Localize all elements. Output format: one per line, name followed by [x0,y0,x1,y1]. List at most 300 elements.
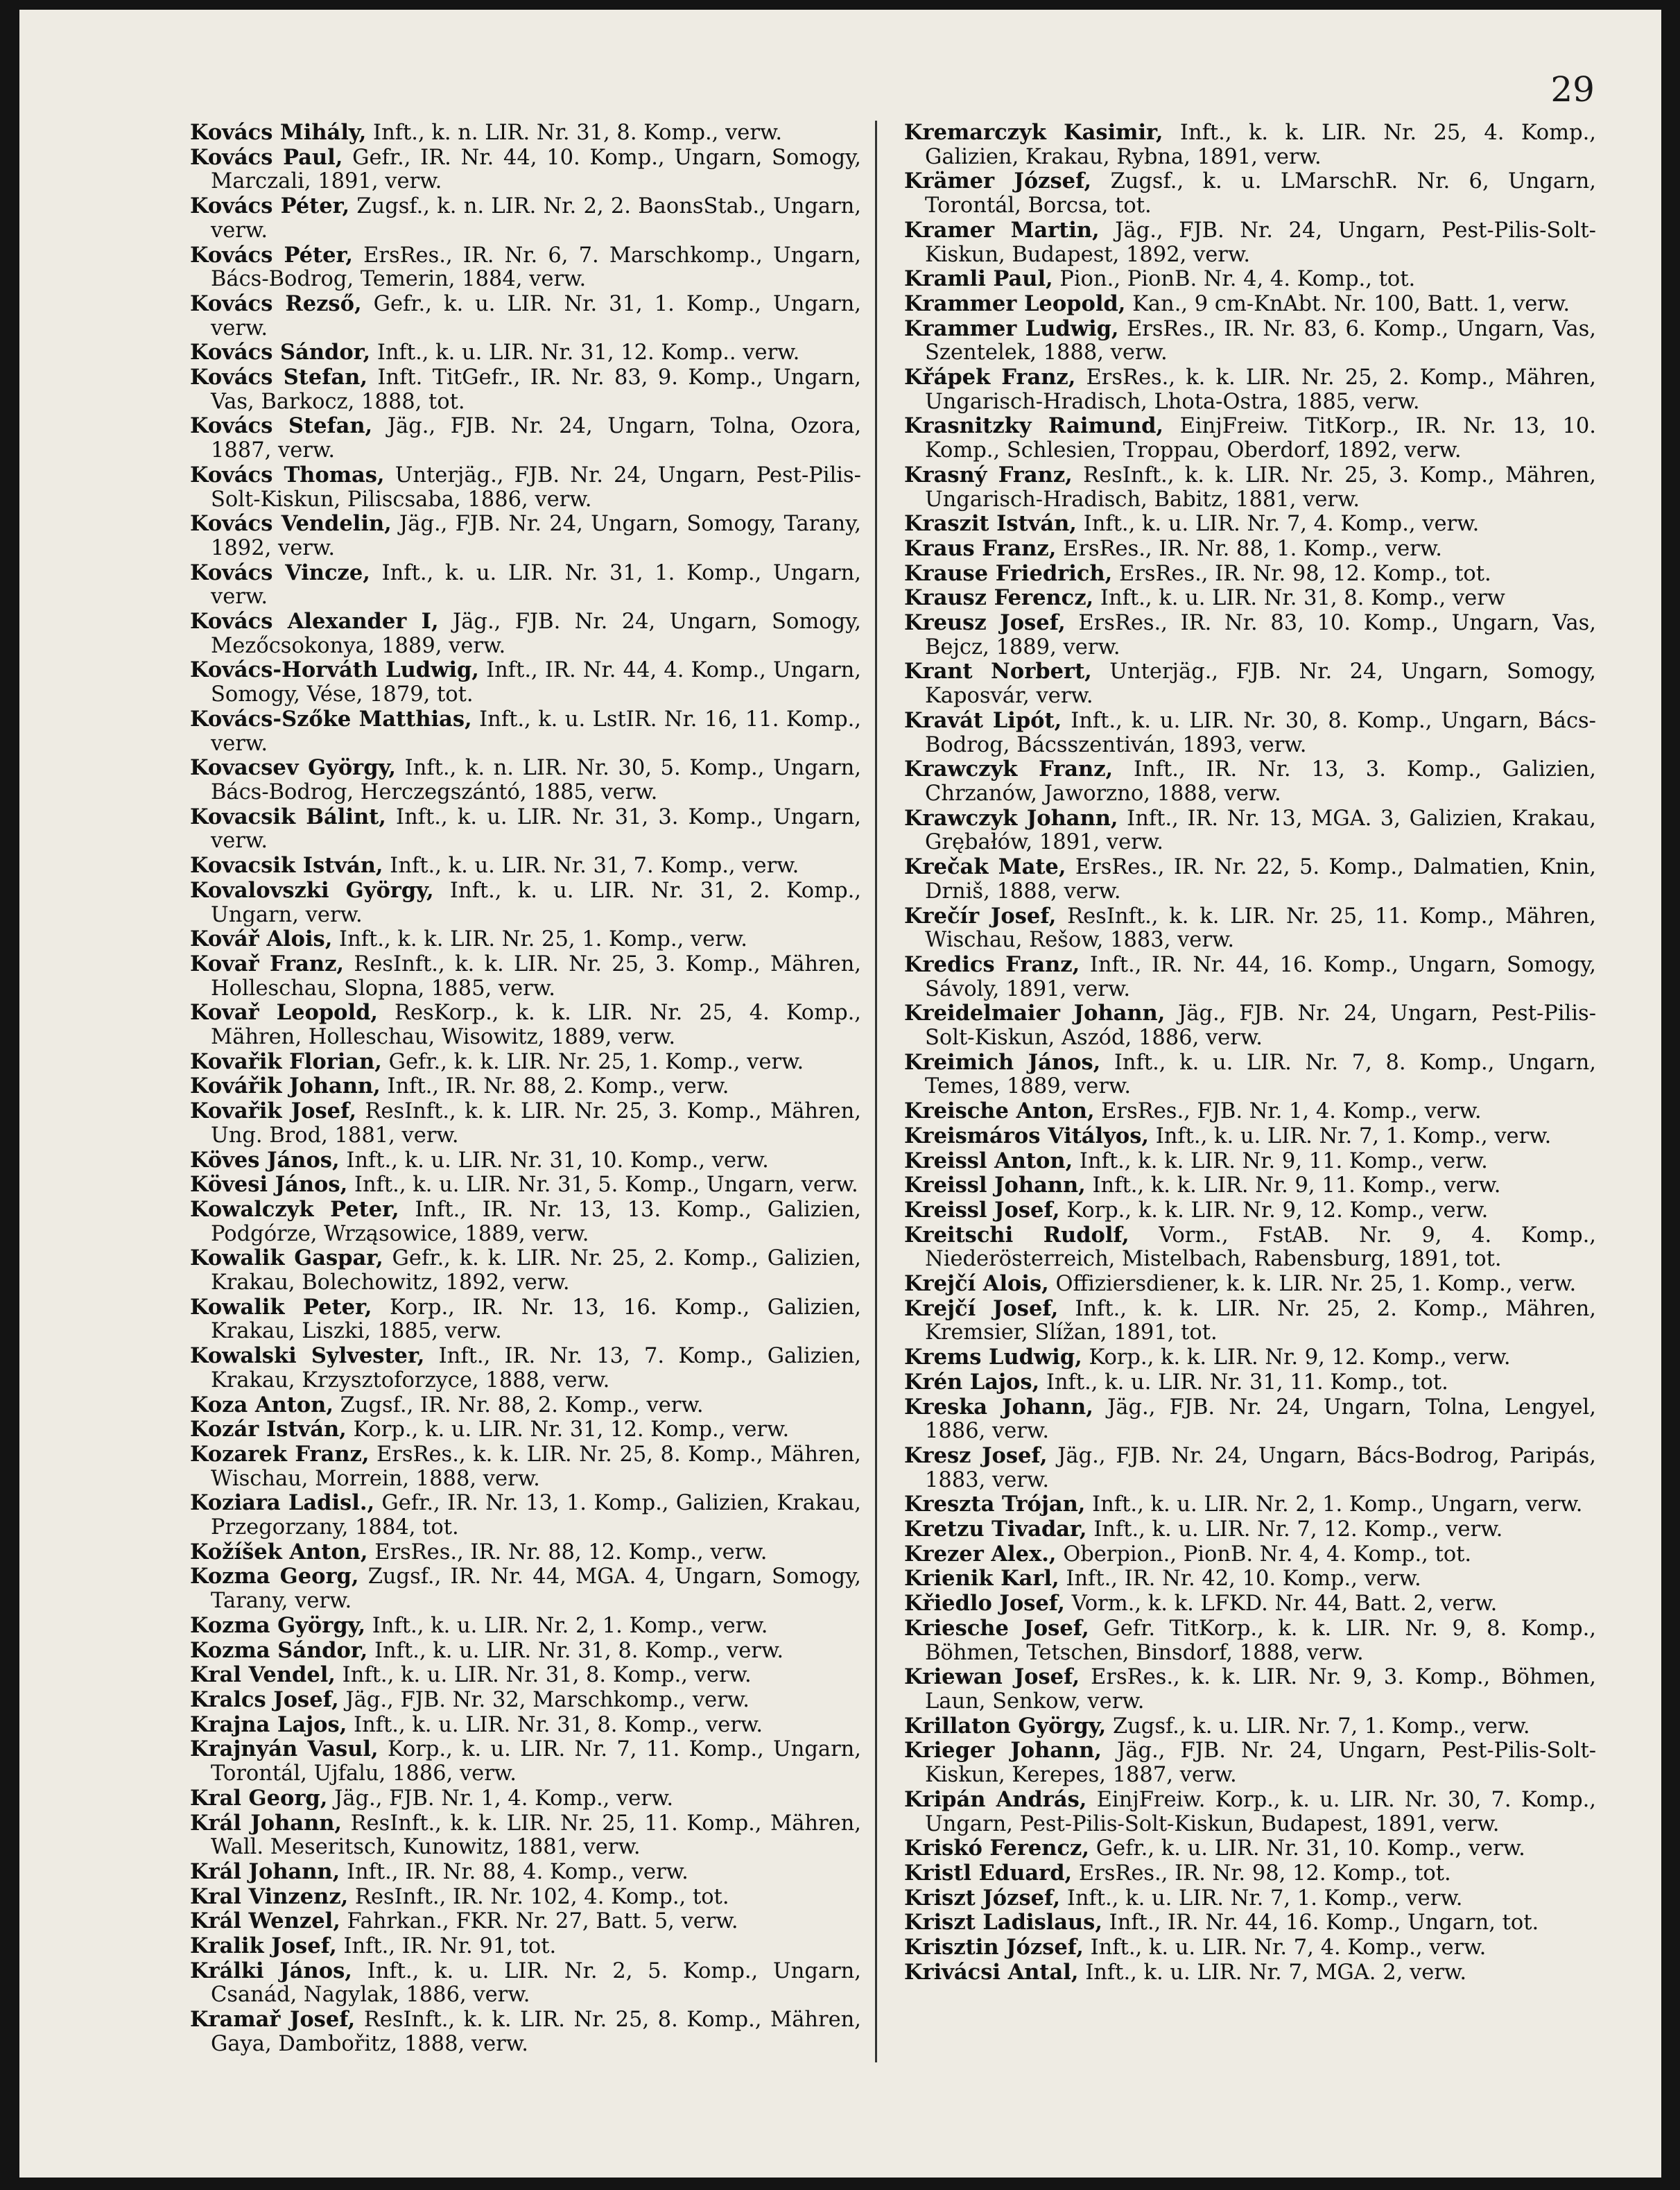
entry-name: Kovař Leopold, [190,1000,379,1026]
list-item [190,121,861,146]
list-item [904,659,1596,708]
entry-details: ErsRes., IR. Nr. 88, 12. Komp., verw. [374,1540,768,1564]
list-item [904,1714,1596,1739]
list-item [904,1001,1596,1050]
entry-name: Kowalik Peter, [190,1294,372,1320]
entry-name: Kresz Josef, [904,1442,1048,1468]
list-item [190,1074,861,1099]
entry-details: Unterjäg., FJB. Nr. 24, Ungarn, Pest-Pilis-Solt-Kiskun, Piliscsaba, 1886, verw. [211,463,861,512]
entry-details: Inft., k. k. LIR. Nr. 25, 2. Komp., Mähren, Kremsier, Slížan, 1891, tot. [925,1296,1596,1345]
list-item [190,1786,861,1811]
entry-details: Jäg., FJB. Nr. 24, Ungarn, Somogy, Mezőcsokonya, 1889, verw. [211,610,861,658]
entry-details: Inft., IR. Nr. 88, 4. Komp., verw. [346,1859,689,1884]
entry-details: ResInft., IR. Nr. 102, 4. Komp., tot. [354,1884,729,1909]
list-item [904,537,1596,562]
entry-name: Kreissl Josef, [904,1197,1060,1223]
list-item [904,1223,1596,1272]
entry-name: Krammer Ludwig, [904,316,1119,341]
entry-name: Kreische Anton, [904,1098,1095,1124]
entry-details: Gefr., IR. Nr. 44, 10. Komp., Ungarn, Somogy, Marczali, 1891, verw. [211,145,861,194]
list-item [904,317,1596,365]
entry-name: Král Wenzel, [190,1908,340,1934]
entry-name: Králki János, [190,1958,352,1983]
entry-details: Inft., k. k. LIR. Nr. 9, 11. Komp., verw. [1079,1148,1488,1173]
entry-details: ErsRes., k. k. LIR. Nr. 25, 8. Komp., Mähren, Wischau, Morrein, 1888, verw. [211,1442,861,1491]
entry-details: ResInft., k. k. LIR. Nr. 25, 11. Komp., Mähren, Wall. Meseritsch, Kunowitz, 1881, verw. [211,1811,862,1860]
entry-details: ErsRes., k. k. LIR. Nr. 25, 2. Komp., Mähren, Ungarisch-Hradisch, Lhota-Ostra, 1885, verw. [925,365,1596,414]
entry-details: ErsRes., IR. Nr. 83, 10. Komp., Ungarn, Vas, Bejcz, 1889, verw. [925,611,1596,659]
list-item [190,805,861,854]
list-item [904,169,1596,218]
list-item [190,463,861,512]
entry-name: Kovařik Florian, [190,1049,382,1074]
entry-details: ResInft., k. k. LIR. Nr. 25, 3. Komp., Mähren, Ungarisch-Hradisch, Babitz, 1881, verw. [925,463,1596,512]
entry-name: Krejčí Alois, [904,1271,1049,1297]
entry-details: Zugsf., k. n. LIR. Nr. 2, 2. BaonsStab., Ungarn, verw. [211,194,861,243]
entry-name: Kreissl Johann, [904,1173,1086,1198]
entry-name: Krasný Franz, [904,462,1073,488]
entry-details: Inft., k. u. LIR. Nr. 31, 8. Komp., verw. [354,1712,763,1737]
list-item [190,414,861,463]
list-item [190,1614,861,1639]
list-item [904,1935,1596,1960]
entry-name: Kovács Vendelin, [190,511,392,537]
entry-name: Král Johann, [190,1859,340,1884]
entry-name: Krajnyán Vasul, [190,1736,379,1762]
entry-name: Krieger Johann, [904,1738,1102,1764]
entry-details: Inft., k. u. LIR. Nr. 7, 4. Komp., verw. [1090,1935,1487,1960]
entry-name: Kriewan Josef, [904,1664,1080,1690]
list-item [190,561,861,610]
entry-details: Inft., IR. Nr. 13, 13. Komp., Galizien, Podgórze, Wrząsowice, 1889, verw. [211,1197,862,1246]
entry-name: Krammer Leopold, [904,291,1126,316]
entry-name: Krasnitzky Raimund, [904,413,1164,439]
entry-name: Krause Friedrich, [904,560,1113,586]
list-item [190,292,861,340]
list-item [904,463,1596,512]
entry-name: Kovács Rezső, [190,291,362,316]
list-item [904,1099,1596,1124]
entry-details: ErsRes., IR. Nr. 83, 6. Komp., Ungarn, Vas, Szentelek, 1888, verw. [925,316,1596,365]
entry-details: Inft., IR. Nr. 44, 16. Komp., Ungarn, Somogy, Sávoly, 1891, verw. [925,952,1596,1001]
list-item [190,1442,861,1491]
entry-details: Inft., IR. Nr. 13, 3. Komp., Galizien, Chrzanów, Jaworzno, 1888, verw. [925,757,1597,806]
entry-details: Unterjäg., FJB. Nr. 24, Ungarn, Somogy, Kaposvár, verw. [925,659,1596,709]
entry-details: Inft., IR. Nr. 13, 7. Komp., Galizien, Krakau, Krzysztoforzyce, 1888, verw. [211,1344,861,1393]
entry-name: Kral Georg, [190,1785,328,1811]
entry-details: Inft., k. u. LIR. Nr. 31, 12. Komp.. verw. [376,340,800,365]
entry-details: Fahrkan., FKR. Nr. 27, Batt. 5, verw. [347,1909,738,1934]
entry-details: Zugsf., k. u. LIR. Nr. 7, 1. Komp., verw. [1112,1714,1530,1739]
entry-name: Kovacsik István, [190,853,383,879]
entry-name: Kovacsik Bálint, [190,804,386,829]
list-item [904,1173,1596,1198]
entry-details: ErsRes., IR. Nr. 6, 7. Marschkomp., Ungarn, Bács-Bodrog, Temerin, 1884, verw. [211,243,861,292]
list-item [190,1860,861,1885]
list-item [904,1492,1596,1517]
list-item [190,1198,861,1246]
entry-details: ResInft., k. k. LIR. Nr. 25, 3. Komp., Mähren, Holleschau, Slopna, 1885, verw. [211,951,861,1001]
entry-name: Kovács Mihály, [190,120,367,145]
entry-name: Kovács Sándor, [190,340,371,365]
entry-details: Inft., k. u. LIR. Nr. 7, MGA. 2, verw. [1085,1960,1467,1985]
entry-details: Gefr. TitKorp., k. k. LIR. Nr. 9, 8. Komp., Böhmen, Tetschen, Binsdorf, 1888, verw. [925,1616,1596,1665]
entry-name: Krezer Alex., [904,1541,1057,1567]
list-item [190,146,861,194]
list-item [190,1540,861,1565]
list-item [190,1491,861,1540]
list-item [190,194,861,243]
entry-details: Inft., k. u. LIR. Nr. 31, 8. Komp., verw. [342,1663,752,1688]
left-column [190,121,861,2057]
entry-name: Krant Norbert, [904,659,1092,684]
list-item [904,1051,1596,1099]
entry-name: Kovács Péter, [190,193,350,219]
entry-details: Korp., k. k. LIR. Nr. 9, 12. Komp., verw. [1089,1345,1511,1370]
entry-name: Kowalik Gaspar, [190,1245,383,1271]
entry-details: Inft., k. u. LIR. Nr. 31, 8. Komp., verw. [374,1638,784,1663]
list-item [904,121,1596,169]
list-item [904,512,1596,537]
entry-name: Kriesche Josef, [904,1615,1089,1641]
entry-name: Kreska Johann, [904,1394,1093,1420]
entry-name: Koza Anton, [190,1392,334,1417]
column-divider [875,121,877,2062]
list-item [904,1861,1596,1886]
entry-name: Krejčí Josef, [904,1295,1059,1321]
entry-name: Král Johann, [190,1810,343,1836]
entry-name: Krienik Karl, [904,1566,1059,1592]
entry-name: Kreszta Trójan, [904,1492,1086,1517]
entry-name: Kovács Stefan, [190,365,367,390]
entry-name: Kreusz Josef, [904,610,1066,636]
entry-name: Krivácsi Antal, [904,1959,1079,1985]
list-item [904,1517,1596,1542]
entry-name: Kripán András, [904,1786,1087,1812]
list-item [190,365,861,414]
entry-name: Kreitschi Rudolf, [904,1222,1129,1248]
list-item [190,1295,861,1344]
entry-name: Kriszt József, [904,1885,1061,1911]
entry-name: Kriskó Ferencz, [904,1836,1089,1861]
list-item [190,1885,861,1910]
list-item [190,1639,861,1664]
entry-details: Inft., k. k. LIR. Nr. 25, 4. Komp., Galizien, Krakau, Rybna, 1891, verw. [925,121,1596,169]
entry-details: Inft., k. u. LIR. Nr. 7, 4. Komp., verw. [1083,512,1480,537]
entry-details: Oberpion., PionB. Nr. 4, 4. Komp., tot. [1063,1542,1472,1567]
list-item [190,707,861,756]
entry-details: Inft., k. u. LstIR. Nr. 16, 11. Komp., verw. [211,707,861,756]
list-item [190,1148,861,1173]
entry-name: Kralcs Josef, [190,1687,339,1712]
entry-details: Inft., k. u. LIR. Nr. 31, 5. Komp., Ungarn, verw. [354,1173,858,1198]
list-item [904,1739,1596,1787]
entry-details: Offiziersdiener, k. k. LIR. Nr. 25, 1. Komp., verw. [1055,1272,1577,1297]
entry-details: Inft., IR. Nr. 88, 2. Komp., verw. [387,1074,729,1099]
entry-details: Gefr., k. k. LIR. Nr. 25, 1. Komp., verw. [388,1049,804,1074]
entry-name: Köves János, [190,1147,340,1173]
entry-details: ResInft., k. k. LIR. Nr. 25, 3. Komp., Mähren, Ung. Brod, 1881, verw. [211,1099,862,1148]
list-item [904,1836,1596,1861]
entry-details: ErsRes., FJB. Nr. 1, 4. Komp., verw. [1101,1099,1482,1124]
entry-name: Kozarek Franz, [190,1441,370,1467]
list-item [190,1099,861,1148]
list-item [904,709,1596,757]
entry-details: Jäg., FJB. Nr. 32, Marschkomp., verw. [345,1688,750,1712]
entry-details: Gefr., k. u. LIR. Nr. 31, 10. Komp., verw. [1096,1836,1525,1861]
entry-details: Jäg., FJB. Nr. 24, Ungarn, Pest-Pilis-Solt-Kiskun, Budapest, 1892, verw. [925,218,1596,267]
list-item [190,1050,861,1075]
list-item [904,1665,1596,1714]
list-item [904,414,1596,463]
entry-details: Inft., IR. Nr. 44, 4. Komp., Ungarn, Somogy, Vése, 1879, tot. [211,658,861,707]
entry-name: Kövesi János, [190,1172,348,1198]
entry-details: Inft., k. k. LIR. Nr. 25, 1. Komp., verw. [339,927,747,952]
list-item [904,1272,1596,1297]
entry-details: Kan., 9 cm-KnAbt. Nr. 100, Batt. 1, verw. [1132,291,1570,316]
list-item [190,1173,861,1198]
entry-name: Kreidelmaier Johann, [904,1001,1166,1026]
list-item [904,1542,1596,1567]
entry-details: ResInft., k. k. LIR. Nr. 25, 8. Komp., Mähren, Gaya, Dambořitz, 1888, verw. [211,2008,862,2056]
list-item [904,855,1596,904]
entry-details: ResInft., k. k. LIR. Nr. 25, 11. Komp., Mähren, Wischau, Rešow, 1883, verw. [925,904,1597,953]
entry-name: Kovács Stefan, [190,413,373,439]
list-item [190,927,861,952]
entry-name: Kral Vinzenz, [190,1883,349,1909]
list-item [190,1246,861,1295]
entry-details: Inft., IR. Nr. 42, 10. Komp., verw. [1066,1567,1421,1592]
entry-details: Korp., k. u. LIR. Nr. 7, 11. Komp., Ungarn, Torontál, Ujfalu, 1886, verw. [211,1737,862,1786]
list-item [190,1959,861,2008]
entry-details: ErsRes., IR. Nr. 22, 5. Komp., Dalmatien, Knin, Drniš, 1888, verw. [925,855,1596,904]
list-item [190,1564,861,1613]
entry-name: Kovács Alexander I, [190,609,439,635]
entry-details: Jäg., FJB. Nr. 1, 4. Komp., verw. [334,1786,674,1811]
entry-name: Kovács Vincze, [190,560,370,585]
list-item [904,292,1596,317]
list-item [904,1345,1596,1370]
list-item [190,1344,861,1393]
entry-name: Kravát Lipót, [904,707,1062,733]
list-item [904,365,1596,414]
list-item [904,807,1596,855]
entry-details: Jäg., FJB. Nr. 24, Ungarn, Pest-Pilis-Solt-Kiskun, Aszód, 1886, verw. [925,1001,1596,1051]
list-item [190,1713,861,1738]
entry-details: Inft., IR. Nr. 13, MGA. 3, Galizien, Krakau, Grębałów, 1891, verw. [925,806,1597,855]
entry-details: Inft., k. u. LIR. Nr. 31, 11. Komp., tot. [1046,1370,1448,1395]
entry-name: Kovař Franz, [190,951,345,976]
list-item [904,1297,1596,1345]
entry-name: Kovács-Szőke Matthias, [190,706,472,732]
list-item [904,1592,1596,1616]
entry-name: Krečak Mate, [904,854,1066,880]
entry-details: Jäg., FJB. Nr. 24, Ungarn, Pest-Pilis-Solt-Kiskun, Kerepes, 1887, verw. [925,1739,1597,1788]
list-item [904,1960,1596,1985]
entry-details: Jäg., FJB. Nr. 24, Ungarn, Tolna, Ozora, 1887, verw. [211,414,862,463]
entry-name: Kozma Georg, [190,1564,359,1589]
entry-details: Inft., k. u. LIR. Nr. 2, 1. Komp., Ungarn, verw. [1092,1492,1583,1517]
entry-details: Pion., PionB. Nr. 4, 4. Komp., tot. [1059,267,1416,292]
entry-name: Kovalovszki György, [190,877,434,903]
list-item [904,562,1596,587]
entry-details: Jäg., FJB. Nr. 24, Ungarn, Bács-Bodrog, Paripás, 1883, verw. [925,1443,1596,1492]
entry-name: Krečír Josef, [904,903,1057,929]
entry-name: Kramer Martin, [904,217,1100,243]
list-item [904,1616,1596,1665]
entry-name: Krawczyk Franz, [904,757,1114,782]
list-item [190,952,861,1001]
list-item [190,879,861,927]
entry-details: Inft., k. u. LIR. Nr. 31, 1. Komp., Ungarn, verw. [211,560,861,610]
entry-details: EinjFreiw. TitKorp., IR. Nr. 13, 10. Komp., Schlesien, Troppau, Oberdorf, 1892, verw. [925,414,1596,463]
entry-name: Kristl Eduard, [904,1860,1073,1886]
list-item [190,1001,861,1049]
entry-details: Gefr., IR. Nr. 13, 1. Komp., Galizien, Krakau, Przegorzany, 1884, tot. [211,1491,861,1540]
entry-details: ErsRes., IR. Nr. 98, 12. Komp., tot. [1078,1861,1451,1886]
document-page [19,10,1661,2178]
entry-details: Inft., k. u. LIR. Nr. 30, 8. Komp., Ungarn, Bács-Bodrog, Bácsszentiván, 1893, verw. [925,708,1596,757]
entry-name: Křápek Franz, [904,365,1076,390]
list-item [190,1393,861,1418]
entry-name: Kowalski Sylvester, [190,1343,425,1369]
entry-details: Zugsf., k. u. LMarschR. Nr. 6, Ungarn, Torontál, Borcsa, tot. [925,169,1597,218]
entry-name: Kretzu Tivadar, [904,1517,1087,1542]
entry-details: Inft., k. u. LIR. Nr. 31, 10. Komp., verw. [346,1148,769,1173]
entry-name: Kozár István, [190,1417,347,1442]
entry-details: Gefr., k. k. LIR. Nr. 25, 2. Komp., Galizien, Krakau, Bolechowitz, 1892, verw. [211,1246,861,1295]
list-item [904,586,1596,611]
entry-name: Kreissl Anton, [904,1148,1073,1173]
entry-name: Kreimich János, [904,1049,1101,1075]
entry-name: Kraszit István, [904,511,1077,537]
entry-name: Kowalczyk Peter, [190,1196,399,1222]
list-item [190,1663,861,1688]
list-item [904,267,1596,292]
entry-name: Kozma Sándor, [190,1637,368,1663]
entry-details: Jäg., FJB. Nr. 24, Ungarn, Somogy, Tarany, 1892, verw. [211,512,862,560]
list-item [190,1811,861,1860]
entry-name: Kralik Josef, [190,1933,337,1959]
list-item [904,1886,1596,1911]
list-item [904,1395,1596,1444]
entry-name: Kreismáros Vitályos, [904,1123,1149,1148]
entry-name: Kovářik Johann, [190,1074,381,1099]
list-item [190,658,861,707]
entry-details: Vorm., FstAB. Nr. 9, 4. Komp., Niederösterreich, Mistelbach, Rabensburg, 1891, tot. [925,1223,1596,1272]
entry-details: Inft., k. u. LIR. Nr. 2, 5. Komp., Ungarn, Csanád, Nagylak, 1886, verw. [211,1958,861,2008]
list-item [904,218,1596,267]
entry-details: EinjFreiw. Korp., k. u. LIR. Nr. 30, 7. Komp., Ungarn, Pest-Pilis-Solt-Kiskun, Budapest, 1891, verw. [925,1787,1596,1836]
entry-details: Inft., k. u. LIR. Nr. 7, 1. Komp., verw. [1155,1123,1552,1148]
entry-name: Krämer József, [904,169,1092,194]
page-number: 29 [1550,69,1595,110]
list-item [904,1370,1596,1395]
entry-details: Inft., k. u. LIR. Nr. 31, 7. Komp., verw. [390,854,799,879]
list-item [904,1444,1596,1492]
list-item [190,1737,861,1786]
entry-details: Inft., k. u. LIR. Nr. 7, 12. Komp., verw. [1093,1517,1503,1542]
entry-details: ErsRes., k. k. LIR. Nr. 9, 3. Komp., Böhmen, Laun, Senkow, verw. [925,1665,1596,1714]
list-item [904,757,1596,806]
entry-name: Kozma György, [190,1612,366,1638]
entry-name: Kral Vendel, [190,1662,336,1688]
entry-details: ErsRes., IR. Nr. 88, 1. Komp., verw. [1063,536,1442,561]
list-item [190,1909,861,1934]
list-item [190,2008,861,2056]
list-item [190,1934,861,1959]
entry-details: Korp., IR. Nr. 13, 16. Komp., Galizien, Krakau, Liszki, 1885, verw. [211,1295,861,1344]
entry-details: Gefr., k. u. LIR. Nr. 31, 1. Komp., Ungarn, verw. [211,291,861,340]
entry-details: Inft., k. n. LIR. Nr. 30, 5. Komp., Ungarn, Bács-Bodrog, Herczegszántó, 1885, verw. [211,756,861,804]
entry-name: Kraus Franz, [904,535,1057,561]
entry-name: Krén Lajos, [904,1369,1040,1395]
entry-details: Korp., k. u. LIR. Nr. 31, 12. Komp., verw. [353,1417,790,1442]
entry-name: Krems Ludwig, [904,1345,1082,1370]
entry-details: ErsRes., IR. Nr. 98, 12. Komp., tot. [1118,561,1491,586]
list-item [904,611,1596,659]
entry-details: Inft., k. u. LIR. Nr. 7, 1. Komp., verw. [1066,1886,1463,1911]
entry-name: Kovář Alois, [190,926,333,952]
entry-details: Inft., k. u. LIR. Nr. 7, 8. Komp., Ungarn, Temes, 1889, verw. [925,1050,1596,1099]
entry-details: Inft., IR. Nr. 44, 16. Komp., Ungarn, tot. [1109,1911,1539,1935]
list-item [904,1124,1596,1149]
entry-details: Inft. TitGefr., IR. Nr. 83, 9. Komp., Ungarn, Vas, Barkocz, 1888, tot. [211,365,861,414]
entry-details: Inft., k. u. LIR. Nr. 31, 8. Komp., verw [1100,586,1505,611]
entry-name: Kovács-Horváth Ludwig, [190,657,479,683]
entry-details: Inft., IR. Nr. 91, tot. [343,1934,557,1959]
entry-name: Krawczyk Johann, [904,805,1118,831]
entry-name: Koziara Ladisl., [190,1490,375,1516]
entry-details: Jäg., FJB. Nr. 24, Ungarn, Tolna, Lengyel, 1886, verw. [925,1395,1596,1444]
list-item [190,243,861,292]
list-item [904,1788,1596,1836]
entry-name: Krajna Lajos, [190,1712,347,1737]
entry-details: Zugsf., IR. Nr. 44, MGA. 4, Ungarn, Somogy, Tarany, verw. [211,1564,861,1614]
entry-details: ResKorp., k. k. LIR. Nr. 25, 4. Komp., Mähren, Holleschau, Wisowitz, 1889, verw. [211,1001,861,1050]
list-item [190,756,861,804]
entry-details: Inft., k. u. LIR. Nr. 2, 1. Komp., verw. [372,1613,768,1638]
entry-name: Kovacsev György, [190,755,397,781]
entry-details: Zugsf., IR. Nr. 88, 2. Komp., verw. [340,1393,704,1417]
entry-name: Kovács Péter, [190,242,353,268]
list-item [904,904,1596,953]
entry-name: Krisztin József, [904,1935,1084,1960]
entry-name: Kredics Franz, [904,951,1080,977]
entry-details: Inft., k. n. LIR. Nr. 31, 8. Komp., verw. [373,121,783,145]
entry-name: Kovařik Josef, [190,1098,357,1124]
right-column [904,121,1596,1985]
list-item [190,854,861,879]
entry-details: Vorm., k. k. LFKD. Nr. 44, Batt. 2, verw. [1071,1592,1498,1616]
entry-details: Inft., k. u. LIR. Nr. 31, 3. Komp., Ungarn, verw. [211,804,861,854]
list-item [190,610,861,658]
list-item [190,512,861,560]
entry-name: Kriszt Ladislaus, [904,1910,1102,1935]
entry-name: Krausz Ferencz, [904,585,1094,611]
list-item [904,1911,1596,1935]
list-item [904,1149,1596,1174]
entry-name: Kovács Paul, [190,144,343,170]
list-item [190,340,861,365]
entry-name: Kovács Thomas, [190,462,385,488]
list-item [904,1567,1596,1592]
entry-name: Kremarczyk Kasimir, [904,120,1163,145]
entry-details: Inft., k. u. LIR. Nr. 31, 2. Komp., Ungarn, verw. [211,878,862,927]
entry-name: Kramař Josef, [190,2007,356,2033]
list-item [190,1417,861,1442]
list-item [190,1688,861,1713]
